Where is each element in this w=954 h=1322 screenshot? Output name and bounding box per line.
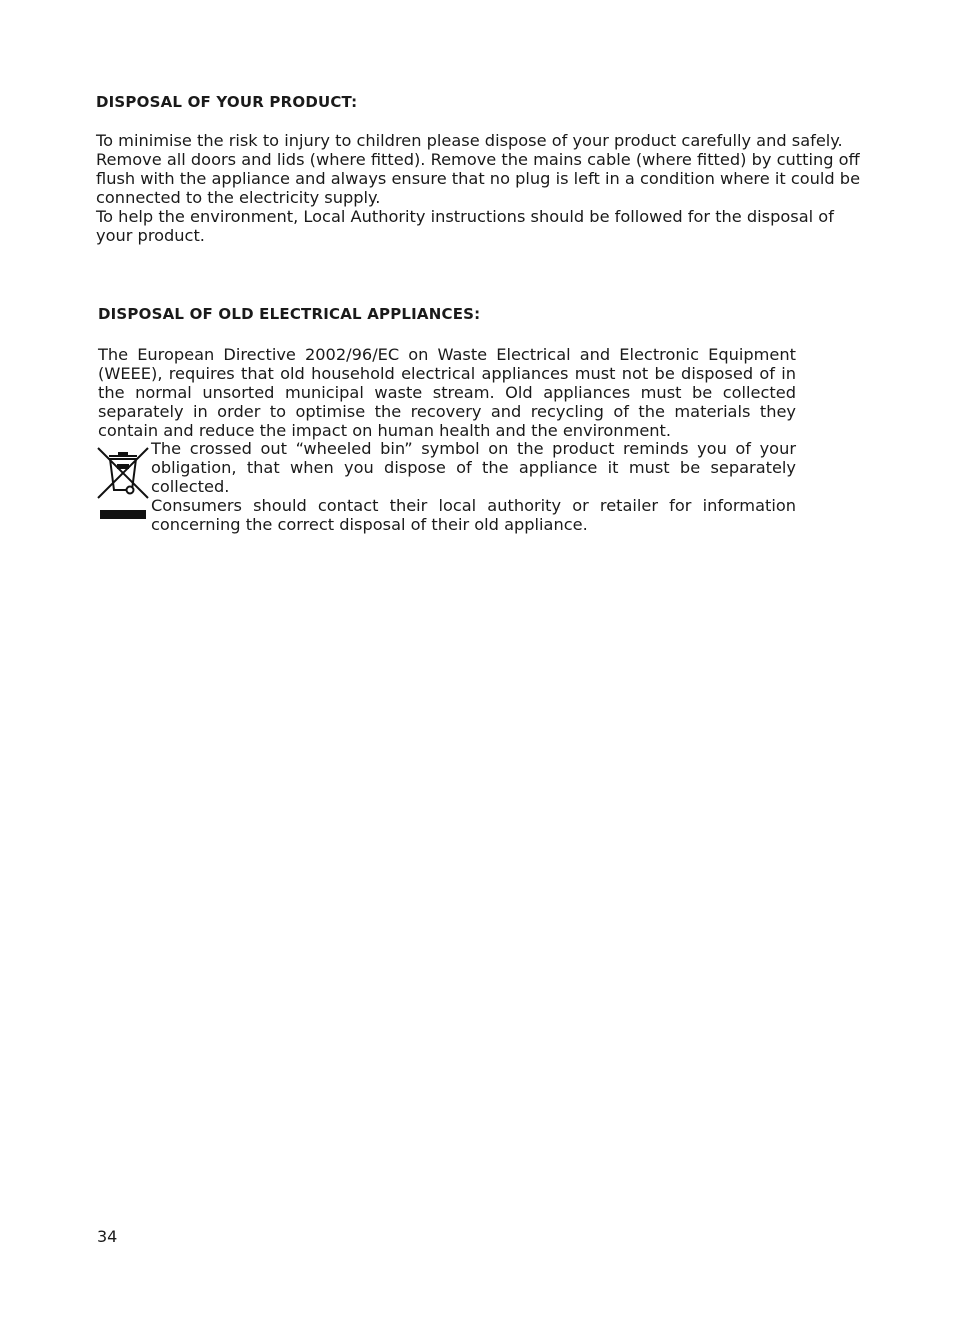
section-heading-disposal-electrical: DISPOSAL OF OLD ELECTRICAL APPLIANCES: bbox=[98, 305, 481, 323]
weee-paragraph-3: Consumers should contact their local authority or retailer for information concerning the correct disposal of their old appliance. bbox=[151, 496, 796, 534]
crossed-out-wheeled-bin-icon bbox=[96, 444, 150, 524]
disposal-product-paragraph-2: To help the environment, Local Authority instructions should be followed for the disposal of your product. bbox=[96, 207, 834, 245]
page-number: 34 bbox=[97, 1227, 118, 1246]
disposal-product-paragraph-1: To minimise the risk to injury to children please dispose of your product carefully and safely. Remove all doors and lids (where fitted). Remove the mains cable (where fitted) by cutting off flush with the appliance and always ensure that no plug is left in a condition where it could be connected to the electricity supply. bbox=[96, 131, 861, 207]
section-heading-disposal-product: DISPOSAL OF YOUR PRODUCT: bbox=[96, 93, 358, 111]
weee-paragraph-1: The European Directive 2002/96/EC on Waste Electrical and Electronic Equipment (WEEE), requires that old household electrical appliances must not be disposed of in the normal unsorted municipal waste stream. Old appliances must be collected separately in order to optimise the recovery and recycling of the materials they contain and reduce the impact on human health and the environment. bbox=[98, 345, 796, 440]
weee-paragraph-2: The crossed out “wheeled bin” symbol on the product reminds you of your obligation, that when you dispose of the appliance it must be separately collected. bbox=[151, 439, 796, 496]
